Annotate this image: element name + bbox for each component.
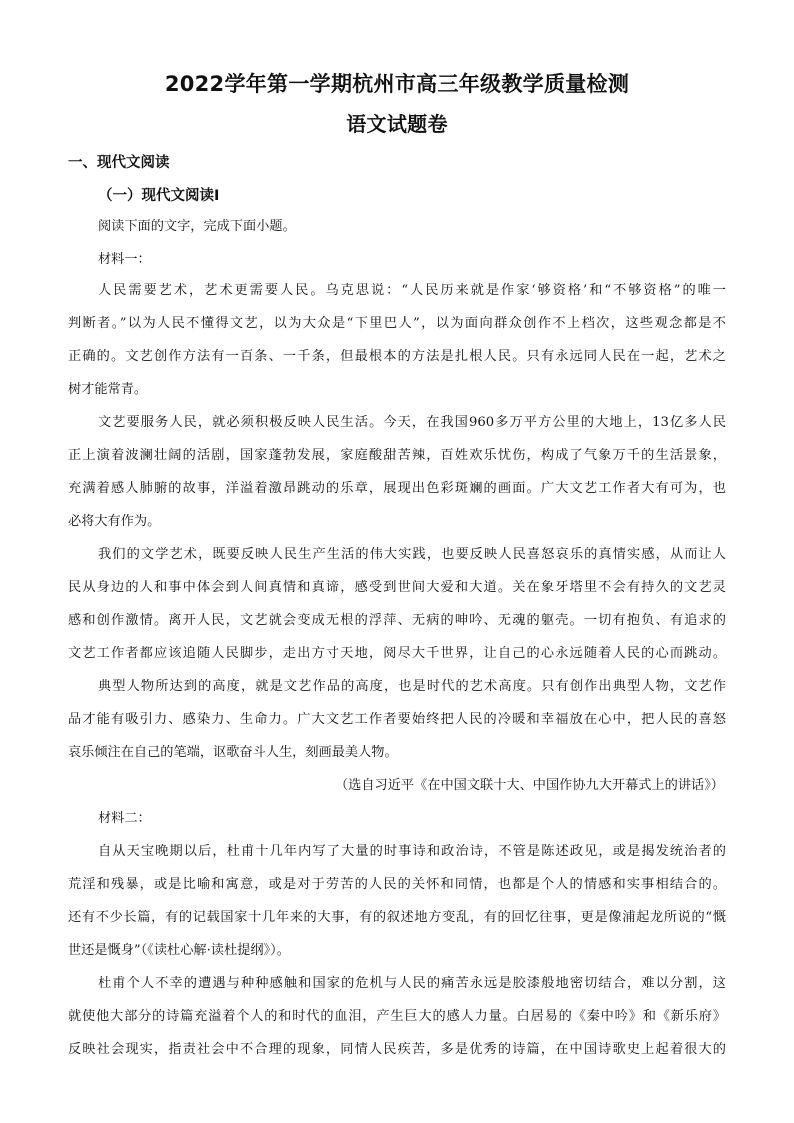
- subsection-heading: （一）现代文阅读Ⅰ: [98, 188, 220, 204]
- instruction-text: 阅读下面的文字，完成下面小题。: [98, 219, 296, 234]
- paragraph-line: 树才能常青。: [68, 382, 148, 397]
- paragraph-line: 反映社会现实，指责社会中不合理的现象，同情人民疾苦，多是优秀的诗篇，在中国诗歌史上起着很大的: [68, 1042, 726, 1057]
- paragraph-line: 自从天宝晚期以后，杜甫十几年内写了大量的时事诗和政治诗，不管是陈述政见，或是揭发统治者的: [98, 844, 726, 859]
- paragraph-line: 世还是慨身”（《读杜心解·读杜提纲》）。: [68, 943, 290, 958]
- paragraph-line: 感和创作激情。离开人民，文艺就会变成无根的浮萍、无病的呻吟、无魂的躯壳。一切有抱负、有追求的: [68, 613, 726, 628]
- paragraph-line: 判断者。”以为人民不懂得文艺，以为大众是“下里巴人”，以为面向群众创作不上档次，这些观念都是不: [68, 316, 726, 331]
- source-citation: （选自习近平《在中国文联十大、中国作协九大开幕式上的讲话》）: [334, 778, 724, 793]
- paragraph-line: 品才能有吸引力、感染力、生命力。广大文艺工作者要始终把人民的冷暖和幸福放在心中，把人民的喜怒: [68, 712, 726, 727]
- paragraph-line: 荒淫和残暴，或是比喻和寓意，或是对于劳苦的人民的关怀和同情，也都是个人的情感和实事相结合的。: [68, 877, 726, 892]
- paragraph-line: 必将大有作为。: [68, 514, 161, 529]
- document-title: 2022学年第一学期杭州市高三年级教学质量检测: [164, 72, 630, 96]
- paragraph-line: 充满着感人肺腑的故事，洋溢着激昂跳动的乐章，展现出色彩斑斓的画面。广大文艺工作者大有可为，也: [68, 481, 726, 496]
- material2-label: 材料二：: [98, 811, 151, 826]
- paragraph-line: 人民需要艺术，艺术更需要人民。乌克思说：“人民历来就是作家‘够资格’和“不够资格”的唯一: [98, 283, 726, 298]
- paragraph-line: 典型人物所达到的高度，就是文艺作品的高度，也是时代的艺术高度。只有创作出典型人物，文艺作: [98, 679, 726, 694]
- section-heading: 一、现代文阅读: [68, 155, 170, 171]
- paragraph-line: 还有不少长篇，有的记载国家十几年来的大事，有的叙述地方变乱，有的回忆往事，更是像浦起龙所说的“慨: [68, 910, 726, 925]
- material1-label: 材料一：: [98, 252, 151, 267]
- paragraph-line: 正确的。文艺创作方法有一百条、一千条，但最根本的方法是扎根人民。只有永远同人民在一起，艺术之: [68, 349, 726, 364]
- paragraph-line: 民从身边的人和事中体会到人间真情和真谛，感受到世间大爱和大道。关在象牙塔里不会有持久的文艺灵: [68, 580, 726, 595]
- paragraph-line: 正上演着波澜壮阔的活剧，国家蓬勃发展，家庭酸甜苦辣，百姓欢乐忧伤，构成了气象万千的生活景象，: [68, 448, 726, 463]
- paragraph-line: 就使他大部分的诗篇充溢着个人的和时代的血泪，产生巨大的感人力量。白居易的《秦中吟》和《新乐府》: [68, 1009, 726, 1024]
- paragraph-line: 文艺工作者都应该追随人民脚步，走出方寸天地，阅尽大千世界，让自己的心永远随着人民的心而跳动。: [68, 646, 726, 661]
- paragraph-line: 我们的文学艺术，既要反映人民生产生活的伟大实践，也要反映人民喜怒哀乐的真情实感，从而让人: [98, 547, 726, 562]
- paragraph-line: 杜甫个人不幸的遭遇与种种感触和国家的危机与人民的痛苦永远是胶漆般地密切结合，难以分割，这: [98, 976, 726, 991]
- document-subtitle: 语文试题卷: [346, 112, 448, 136]
- paragraph-line: 文艺要服务人民，就必须积极反映人民生活。今天，在我国960多万平方公里的大地上，13亿多人民: [98, 415, 726, 430]
- paragraph-line: 哀乐倾注在自己的笔端，讴歌奋斗人生，刻画最美人物。: [68, 745, 398, 760]
